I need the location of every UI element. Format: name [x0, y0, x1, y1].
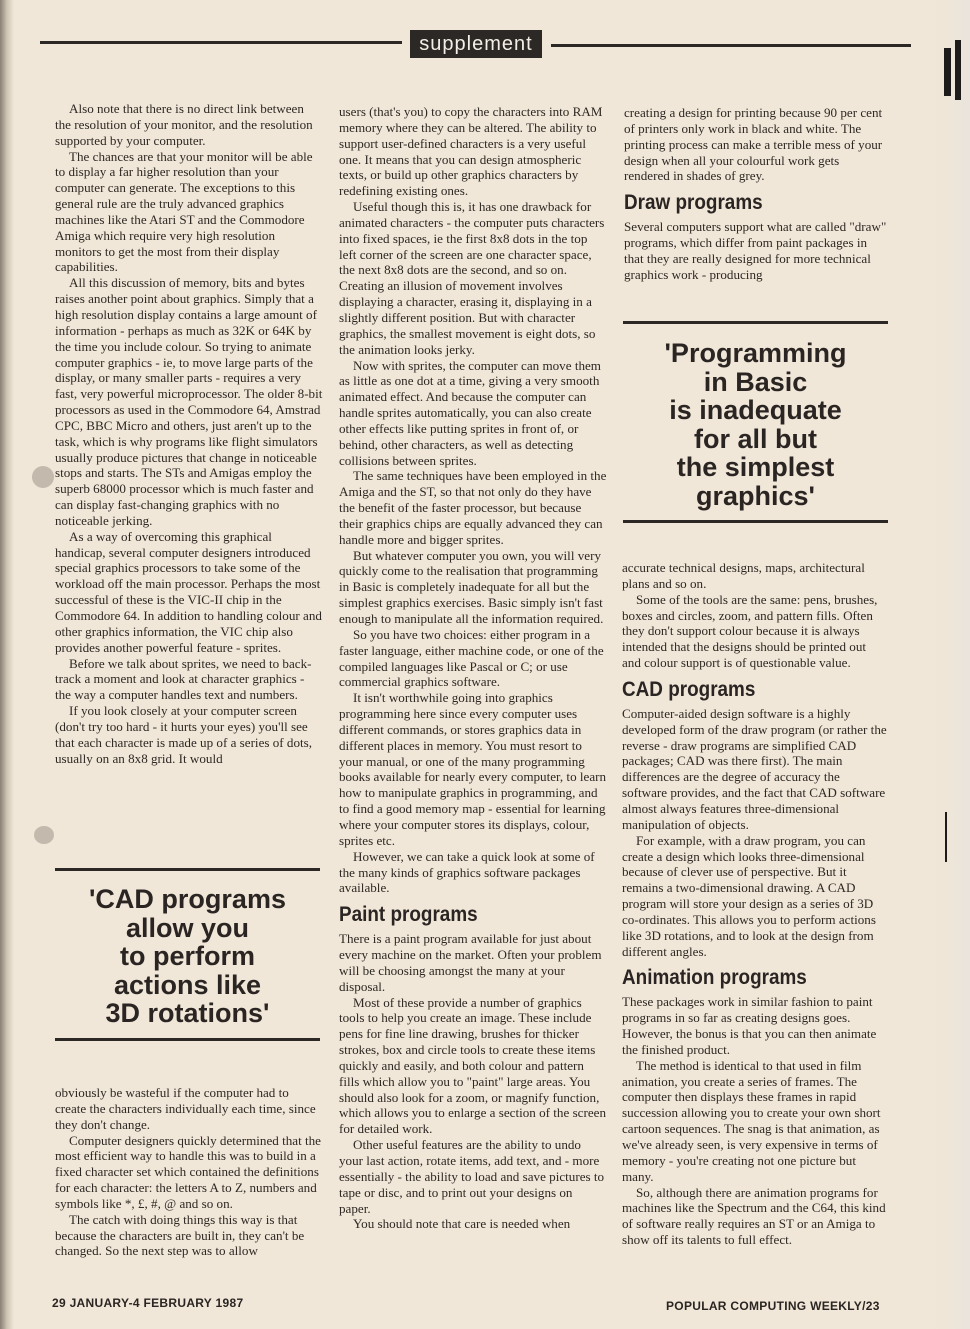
pull-quote-line: is inadequate — [669, 395, 842, 425]
paragraph: Computer designers quickly determined that the most efficient way to handle this was to build in a fixed character set which contained the definitions for each character: the letters A to Z, numbers and symbols like *, £, #, @ and so on. — [55, 1132, 321, 1211]
page-smudge — [34, 826, 54, 844]
paragraph: You should note that care is needed when — [353, 1216, 571, 1232]
pull-quote-line: 3D rotations' — [105, 998, 270, 1028]
page-edge-shadow — [0, 0, 14, 1329]
margin-mark — [945, 812, 947, 862]
paragraph: Some of the tools are the same: pens, brushes, boxes and circles, zoom, and pattern fills. Often they don't support colour because it is always intended that the designs should be printed out and colour support is of questionable value. — [622, 591, 878, 671]
section-heading: CAD programs — [622, 677, 756, 701]
page-edge-right — [930, 0, 970, 1329]
paragraph: As a way of overcoming this graphical handicap, several computer designers introduced special graphics processors to take some of the workload off the main processor. Perhaps the most successful of these is the VIC-II chip in the Commodore 64. In addition to handling colour and other graphics information, the VIC chip also provides another powerful feature - sprites. — [55, 528, 322, 655]
section-heading: Paint programs — [339, 903, 478, 927]
paragraph: The catch with doing things this way is that because the characters are built in, they can't be changed. So the next step was to allow — [55, 1211, 305, 1259]
binding-mark — [955, 40, 961, 100]
pull-quote — [623, 339, 888, 510]
pull-quote-rule-top — [55, 868, 320, 871]
column-3-bottom — [622, 560, 888, 1248]
section-heading: Animation programs — [622, 966, 807, 990]
paragraph: Several computers support what are called "draw" programs, which differ from paint packages in that they are really designed for more technical graphics work - producing — [624, 219, 887, 282]
header-rule-left — [40, 41, 402, 44]
binding-mark — [944, 48, 951, 96]
paragraph: These packages work in similar fashion to paint programs in so far as creating designs goes. However, the bonus is that you can then animate the finished product. — [622, 994, 877, 1057]
paragraph: But whatever computer you own, you will very quickly come to the realisation that programming in Basic is completely inadequate for all but the simplest graphics exercises. Basic simply isn't fast enough to manipulate all the information required. — [339, 547, 604, 626]
paragraph: accurate technical designs, maps, architectural plans and so on. — [622, 560, 865, 591]
pull-quote-line: in Basic — [703, 366, 808, 397]
footer-publication: POPULAR COMPUTING WEEKLY/23 — [666, 1299, 880, 1313]
paragraph: If you look closely at your computer screen (don't try too hard - it hurts your eyes) you'll see that each character is made up of a series of dots, usually on an 8x8 grid. It would — [55, 703, 313, 766]
paragraph: The chances are that your monitor will be able to display a far higher resolution than your computer can generate. The exceptions to this general rule are the truly advanced graphics machines like the Atari ST and the Commodore Amiga which require very high resolution monitors to get the most from their display capabilities. — [55, 148, 313, 275]
column-3-top — [624, 105, 888, 283]
pull-quote-line: actions like — [113, 969, 262, 1000]
paragraph: Useful though this is, it has one drawback for animated characters - the computer puts characters into fixed spaces, ie the first 8x8 dots in the top left corner of the screen are one character space, the next 8x8 dots are the second, and so on. Creating an illusion of movement involves displaying a character, erasing it, displaying in a slightly different position. But with character graphics, the smallest movement is eight dots, so the animation looks jerky. — [339, 199, 605, 357]
section-heading: Draw programs — [624, 191, 763, 215]
section-tag: supplement — [410, 30, 542, 58]
paragraph: creating a design for printing because 90 per cent of printers only work in black and white. The printing process can make a terrible mess of your design when all your colourful work gets rendered in shades of grey. — [624, 105, 883, 184]
pull-quote — [55, 885, 320, 1028]
pull-quote-rule-bottom — [623, 520, 888, 523]
column-2 — [339, 104, 607, 1232]
pull-quote-rule-bottom — [55, 1038, 320, 1041]
paragraph: Now with sprites, the computer can move them as little as one dot at a time, giving a very smooth animated effect. And because the computer can handle sprites automatically, you can also create other effects like putting sprites in front of, or behind, other characters, as well as detecting collisions between sprites. — [339, 357, 601, 468]
paragraph: Other useful features are the ability to undo your last action, rotate items, add text, and - more essentially - the ability to load and save pictures to tape or disc, and to print out your designs on paper. — [339, 1137, 605, 1216]
page-smudge — [32, 466, 54, 488]
footer-date: 29 JANUARY-4 FEBRUARY 1987 — [52, 1296, 244, 1310]
paragraph: It isn't worthwhile going into graphics programming here since every computer uses different commands, or stores graphics data in different places in memory. You must resort to your manual, or one of the many programming books available for nearly every computer, to learn how to manipulate graphics in programming, and to find a good memory map - essential for learning where your computer stores its displays, colour, sprites etc. — [339, 690, 607, 848]
paragraph: Most of these provide a number of graphics tools to help you create an image. These include pens for fine line drawing, brushes for thicker strokes, box and circle tools to create these items quickly and easily, and both colour and pattern fills which allow you to "paint" large areas. You should also look for a zoom, or magnify function, which allows you to enlarge a section of the screen for detailed work. — [339, 994, 607, 1137]
paragraph: So, although there are animation programs for machines like the Spectrum and the C64, this kind of software really requires an ST or an Amiga to show off its talents to full effect. — [622, 1184, 886, 1248]
paragraph: However, we can take a quick look at some of the many kinds of graphics software packages available. — [339, 848, 595, 896]
pull-quote-line: to perform — [120, 941, 255, 971]
header-rule-right — [551, 44, 911, 47]
paragraph: obviously be wasteful if the computer had to create the characters individually each time, since they don't change. — [55, 1085, 316, 1132]
column-1-top — [55, 101, 323, 766]
paragraph: Computer-aided design software is a highly developed form of the draw program (or rather the reverse - draw programs are simplified CAD packages; CAD was there first). The main differences are the degree of accuracy the software provides, and the fact that CAD software almost always features three-dimensional manipulation of objects. — [622, 705, 887, 832]
pull-quote-line: the simplest — [676, 452, 835, 482]
pull-quote-rule-top — [623, 321, 888, 324]
paragraph: Before we talk about sprites, we need to back-track a moment and look at character graphics - the way a computer handles text and numbers. — [55, 655, 312, 703]
pull-quote-line: 'CAD programs — [89, 884, 286, 914]
pull-quote-line: allow you — [125, 912, 250, 943]
paragraph: All this discussion of memory, bits and bytes raises another point about graphics. Simply that a high resolution display contains a large amount of information - perhaps as much as 32K or 64K by the time you include colour. So trying to animate computer graphics - ie, to move large parts of the display, or many smaller parts - requires a very fast, very powerful microprocessor. The older 8-bit processors as used in the Commodore 64, Amstrad CPC, BBC Micro and others, just aren't up to the task, which is why programs like flight simulators usually produce pictures that change in noticeable stops and starts. The STs and Amigas employ the superb 68000 processor which is much faster and can display fast-changing graphics with no noticeable jerking. — [55, 275, 323, 528]
pull-quote-line: 'Programming — [664, 338, 847, 368]
paragraph: For example, with a draw program, you can create a design which looks three-dimensional because of clever use of perspective. But it remains a two-dimensional drawing. A CAD program will store your design as a series of 3D co-ordinates. This allows you to perform actions like 3D rotations, and to look at the design from different angles. — [622, 832, 876, 959]
paragraph: The method is identical to that used in film animation, you create a series of frames. The computer then displays these frames in rapid succession allowing you to create your own short cartoon sequences. The snag is that animation, as we've already seen, is very expensive in terms of memory - you're creating not one picture but many. — [622, 1057, 881, 1184]
paragraph: The same techniques have been employed in the Amiga and the ST, so that not only do they have the benefit of the faster processor, but because their graphics chips are equally advanced they can handle more and bigger sprites. — [339, 468, 607, 547]
paragraph: Also note that there is no direct link between the resolution of your monitor, and the resolution supported by your computer. — [55, 101, 313, 148]
paragraph: So you have two choices: either program in a faster language, either machine code, or one of the compiled languages like Pascal or C; or use commercial graphics software. — [339, 626, 604, 690]
pull-quote-line: graphics' — [696, 480, 815, 511]
paragraph: There is a paint program available for just about every machine on the market. Often your problem will be choosing amongst the many at your disposal. — [339, 931, 602, 994]
paragraph: users (that's you) to copy the characters into RAM memory where they can be altered. The ability to support user-defined characters is a very useful one. It means that you can design atmospheric texts, or build up other graphics characters by redefining existing ones. — [339, 104, 603, 199]
column-1-bottom — [55, 1085, 323, 1259]
pull-quote-line: for all but — [694, 423, 817, 454]
